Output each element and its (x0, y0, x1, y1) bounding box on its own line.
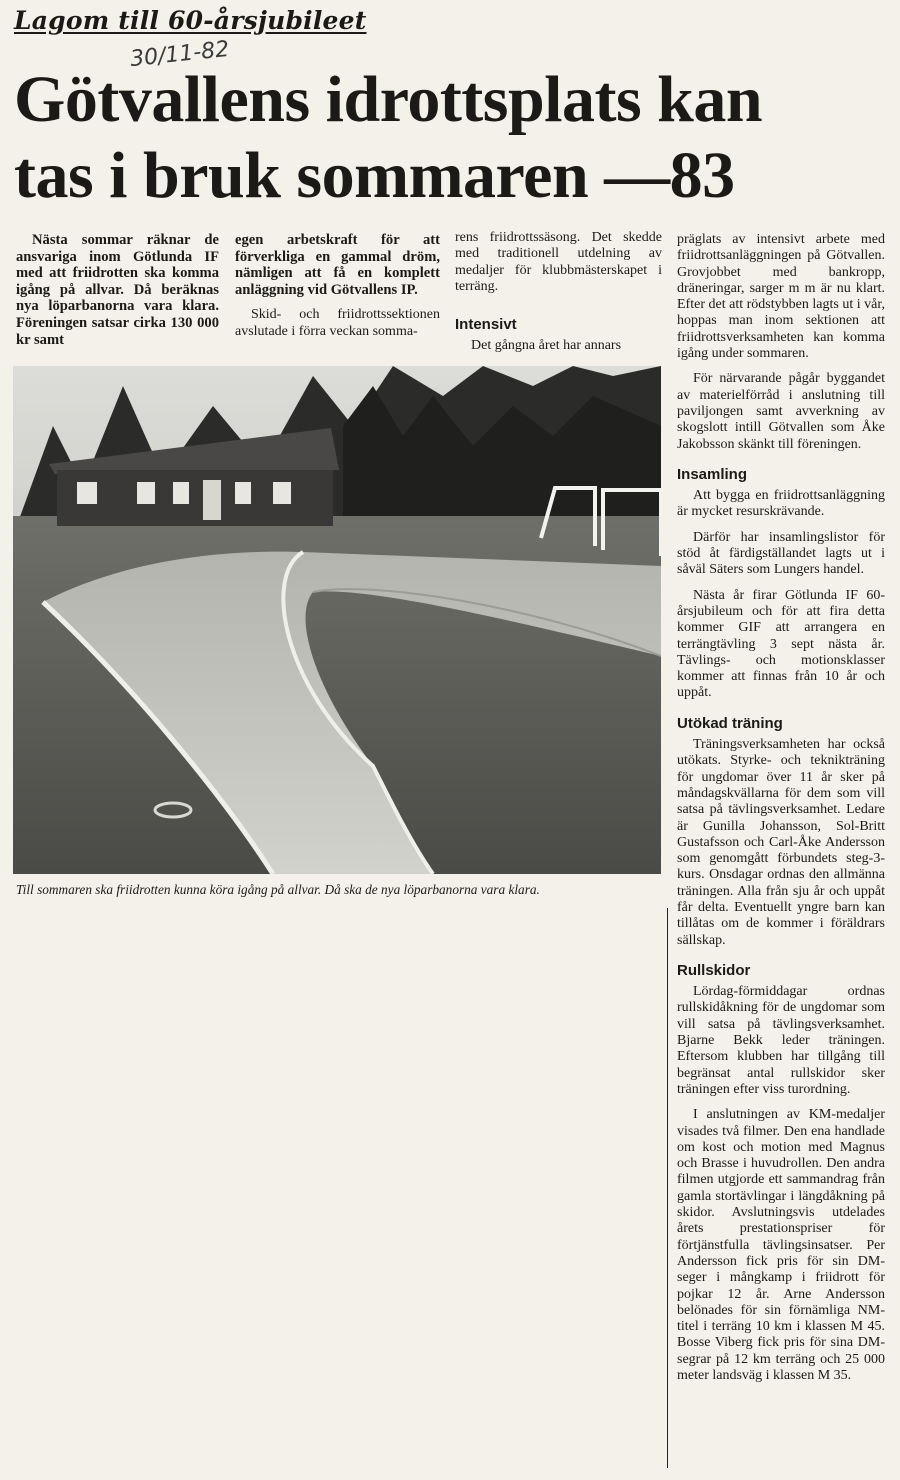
column-3 (455, 230, 662, 355)
kicker-heading: Lagom till 60-årsjubileet (14, 6, 367, 35)
body-paragraph: I anslutningen av KM-medaljer visades två filmer. Den ena handlade om kost och motion med Magnus och Brasse i huvudrollen. Den andra filmen utgjorde ett sammandrag från gamla stortävlingar i längdåkning på skidor. Avslutningsvis utdelades årets prestationspriser för förtjänstfulla tävlingsinsatser. Per Andersson fick pris för sin DM-seger i mångkamp i friidrott för pojkar 12 år. Arne Andersson belönades för sin förnämliga NM-titel i terräng 10 km i klassen M 45. Bosse Viberg fick pris för sina DM-segrar på 12 km terräng och 25 000 meter landsväg i klassen M 35. (677, 1107, 885, 1383)
column-1 (16, 232, 219, 348)
photo-illustration (13, 366, 661, 874)
body-paragraph: Att bygga en friidrottsanläggning är mycket resurskrävande. (677, 488, 885, 520)
body-paragraph: För närvarande pågår byggandet av materielförråd i anslutning till paviljongen samt avverkning av skogslott intill Götvallen som Åke Jakobsson skänkt till föreningen. (677, 371, 885, 452)
body-paragraph: rens friidrottssäsong. Det skedde med traditionell utdelning av medaljer för klubbmästerskapet i terräng. (455, 230, 662, 294)
headline-line-1: Götvallens idrottsplats kan (14, 63, 763, 136)
subheading-insamling: Insamling (677, 465, 748, 483)
body-paragraph: Lördag-förmiddagar ordnas rullskidåkning för de ungdomar som vill satsa på tävlingsverksamhet. Bjarne Bekk leder träningen. Eftersom klubben har tillgång till begränsat antal rullskidor sker träningen efter viss turordning. (677, 984, 885, 1097)
headline-line-2: tas i bruk sommaren —83 (14, 139, 735, 212)
column-4 (677, 232, 885, 1384)
lead-paragraph: Nästa sommar räknar de ansvariga inom Götlunda IF med att friidrotten ska komma igång på allvar. Då beräknas nya löparbanorna vara klara. Föreningen satsar cirka 130 000 kr samt (16, 232, 219, 348)
subheading-intensivt: Intensivt (455, 316, 517, 334)
body-paragraph: Det gångna året har annars (471, 338, 622, 354)
column-2 (235, 232, 440, 340)
subheading-rullskidor: Rullskidor (677, 961, 751, 979)
handwritten-date: 30/11-82 (128, 36, 231, 73)
body-paragraph: Skid- och friidrottssektionen avslutade i förra veckan somma- (235, 307, 440, 339)
body-paragraph: Därför har insamlingslistor för stöd åt färdigställandet lagts ut i såväl Säters som Lungers handel. (677, 529, 885, 578)
photo-caption: Till sommaren ska friidrotten kunna köra igång på allvar. Då ska de nya löparbanorna vara klara. (16, 882, 540, 897)
body-paragraph: präglats av intensivt arbete med friidrottsanläggningen på Götvallen. Grovjobbet med bankropp, dräneringar, sarger m m är nu klart. Efter det att rödstybben lagts ut i vår, hoppas man inom sektionen att friidrottsverksamheten kan komma igång under sommaren. (677, 232, 885, 362)
body-paragraph: Nästa år firar Götlunda IF 60-årsjubileum och för att fira detta kommer GIF att arrangera en terrängtävling 3 sept nästa år. Tävlings- och motionsklasser kommer att finnas från 10 år och uppåt. (677, 587, 885, 701)
column-rule (667, 908, 668, 1468)
subheading-utokad-traning: Utökad träning (677, 714, 783, 732)
photo-clubhouse-and-track (13, 366, 661, 874)
headline (14, 62, 884, 214)
lead-paragraph-continued: egen arbetskraft för att förverkliga en gammal dröm, nämligen att få en komplett anläggning vid Götvallens IP. (235, 232, 440, 298)
body-paragraph: Träningsverksamheten har också utökats. Styrke- och teknikträning för ungdomar över 11 år sker på måndagskvällarna för dem som vill satsa på tävlingsverksamhet. Ledare är Gunilla Johansson, Sol-Britt Gustafsson och Carl-Åke Andersson som genomgått förbundets steg-3-kurs. Onsdagar ordnas den allmänna träningen. Alla från sju år och uppåt får delta. Eventuellt yngre barn kan tillåtas om de kommer i föräldrars sällskap. (677, 737, 885, 948)
